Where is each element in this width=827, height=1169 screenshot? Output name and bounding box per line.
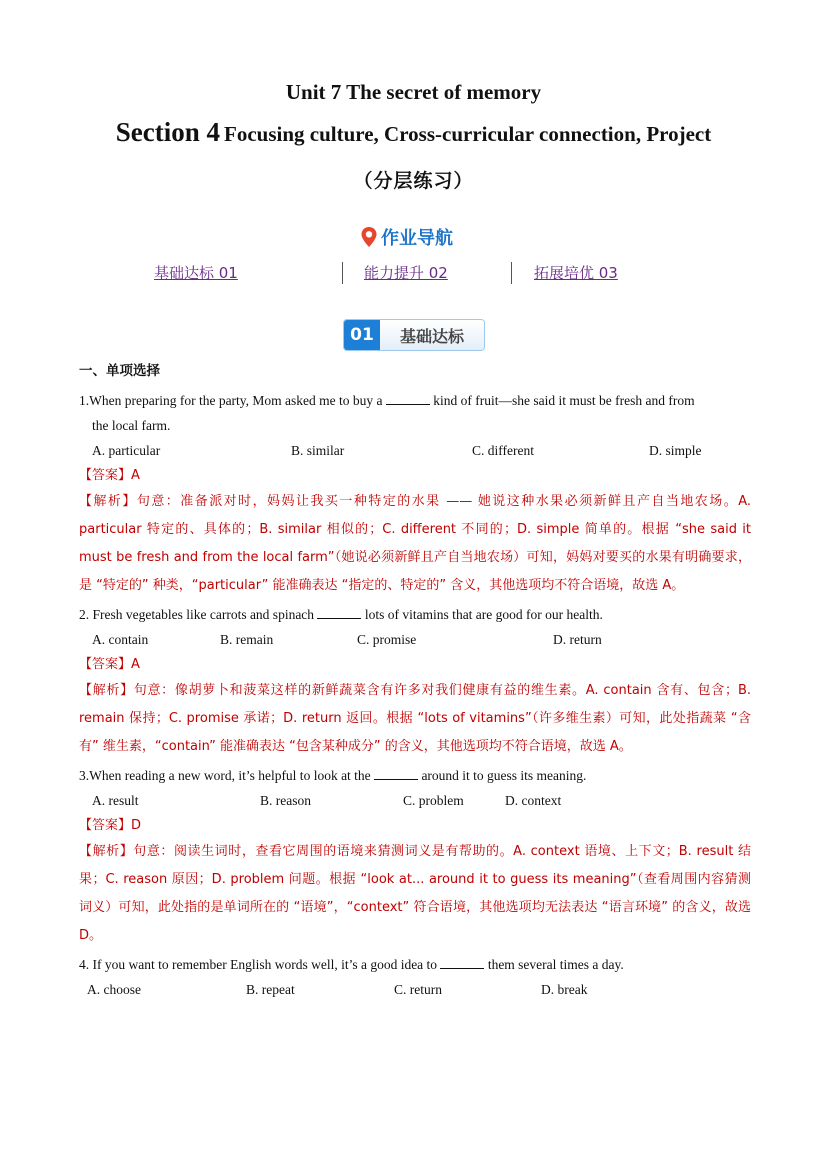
- stem-before: 1.When preparing for the party, Mom asked me to buy a: [79, 393, 383, 408]
- option-b[interactable]: B. similar: [291, 443, 345, 458]
- section-badge: [343, 319, 485, 351]
- explanation: 【解析】句意：准备派对时，妈妈让我买一种特定的水果 —— 她说这种水果必须新鲜且产自当地农场。A. particular 特定的、具体的；B. similar 相似的；C. different 不同的；D. simple 简单的。根据 “she said it must be fresh and from the local farm”（她说必须新鲜且产自当地农场）可知，妈妈对要买的水果有明确要求，是 “特定的” 种类，“particular” 能准确表达 “指定的、特定的” 含义，其他选项均不符合语境，故选 A。: [79, 494, 751, 593]
- answer-blank: [317, 606, 361, 619]
- answer-line: 【答案】A: [79, 468, 140, 483]
- option-c[interactable]: C. different: [472, 443, 534, 458]
- option-d[interactable]: D. break: [541, 982, 588, 997]
- nav-heading-text: 作业导航: [381, 228, 453, 249]
- stem-after: them several times a day.: [487, 957, 624, 972]
- answer-blank: [374, 767, 418, 780]
- option-a[interactable]: A. contain: [92, 632, 149, 647]
- homework-nav-heading: [360, 224, 453, 250]
- option-c[interactable]: C. promise: [357, 632, 417, 647]
- stem-after: around it to guess its meaning.: [421, 768, 587, 783]
- explanation: 【解析】句意：像胡萝卜和菠菜这样的新鲜蔬菜含有许多对我们健康有益的维生素。A. contain 含有、包含；B. remain 保持；C. promise 承诺；D. return 返回。根据 “lots of vitamins”（许多维生素）可知，此处指蔬菜 “含有” 维生素，“contain” 能准确表达 “包含某种成分” 的含义，其他选项均不符合语境，故选 A。: [79, 683, 751, 754]
- stem-continuation: the local farm.: [92, 418, 171, 433]
- question-stem: [79, 952, 751, 977]
- option-a[interactable]: A. choose: [87, 982, 141, 997]
- option-b[interactable]: B. reason: [260, 793, 311, 808]
- nav-divider: [342, 262, 343, 284]
- nav-divider: [511, 262, 512, 284]
- answer-line: 【答案】D: [79, 818, 142, 833]
- option-a[interactable]: A. particular: [92, 443, 161, 458]
- answer-blank: [440, 956, 484, 969]
- nav-links: [0, 262, 827, 284]
- section-title: [0, 117, 827, 148]
- option-c[interactable]: C. return: [394, 982, 442, 997]
- option-c[interactable]: C. problem: [403, 793, 464, 808]
- unit-title: Unit 7 The secret of memory: [285, 80, 542, 104]
- option-row: [79, 627, 751, 652]
- section-heading: 一、单项选择: [79, 363, 160, 379]
- question-item: [79, 602, 751, 761]
- question-stem: [79, 388, 751, 438]
- question-list: [79, 359, 751, 1002]
- badge-number: 01: [344, 320, 380, 350]
- badge-label: 基础达标: [380, 320, 484, 350]
- question-item: [79, 952, 751, 1002]
- question-item: [79, 388, 751, 600]
- stem-before: 3.When reading a new word, it’s helpful to look at the: [79, 768, 371, 783]
- answer-line: 【答案】A: [79, 657, 140, 672]
- question-stem: [79, 763, 751, 788]
- location-pin-icon: [360, 226, 378, 248]
- option-b[interactable]: B. repeat: [246, 982, 295, 997]
- option-row: [79, 977, 751, 1002]
- practice-label: （分层练习）: [353, 170, 474, 192]
- stem-after: kind of fruit—she said it must be fresh and from: [433, 393, 695, 408]
- nav-link-basic[interactable]: 基础达标 01: [154, 264, 238, 282]
- answer-blank: [386, 392, 430, 405]
- option-d[interactable]: D. return: [553, 632, 602, 647]
- option-row: [79, 438, 751, 463]
- question-item: [79, 763, 751, 950]
- option-d[interactable]: D. context: [505, 793, 562, 808]
- nav-link-extend[interactable]: 拓展培优 03: [534, 264, 618, 282]
- section-label: Section 4: [115, 117, 221, 147]
- explanation: 【解析】句意：阅读生词时，查看它周围的语境来猜测词义是有帮助的。A. context 语境、上下文；B. result 结果；C. reason 原因；D. problem 问题。根据 “look at... around it to guess its meaning”（查看周围内容猜测词义）可知，此处指的是单词所在的 “语境”，“context” 符合语境，其他选项均无法表达 “语言环境” 的含义，故选 D。: [79, 844, 751, 943]
- option-a[interactable]: A. result: [92, 793, 139, 808]
- stem-after: lots of vitamins that are good for our health.: [364, 607, 603, 622]
- section-subtitle: Focusing culture, Cross-curricular connection, Project: [224, 122, 712, 146]
- question-stem: [79, 602, 751, 627]
- option-b[interactable]: B. remain: [220, 632, 274, 647]
- nav-link-ability[interactable]: 能力提升 02: [364, 264, 448, 282]
- stem-before: 4. If you want to remember English words well, it’s a good idea to: [79, 957, 438, 972]
- option-d[interactable]: D. simple: [649, 443, 702, 458]
- stem-before: 2. Fresh vegetables like carrots and spinach: [79, 607, 315, 622]
- option-row: [79, 788, 751, 813]
